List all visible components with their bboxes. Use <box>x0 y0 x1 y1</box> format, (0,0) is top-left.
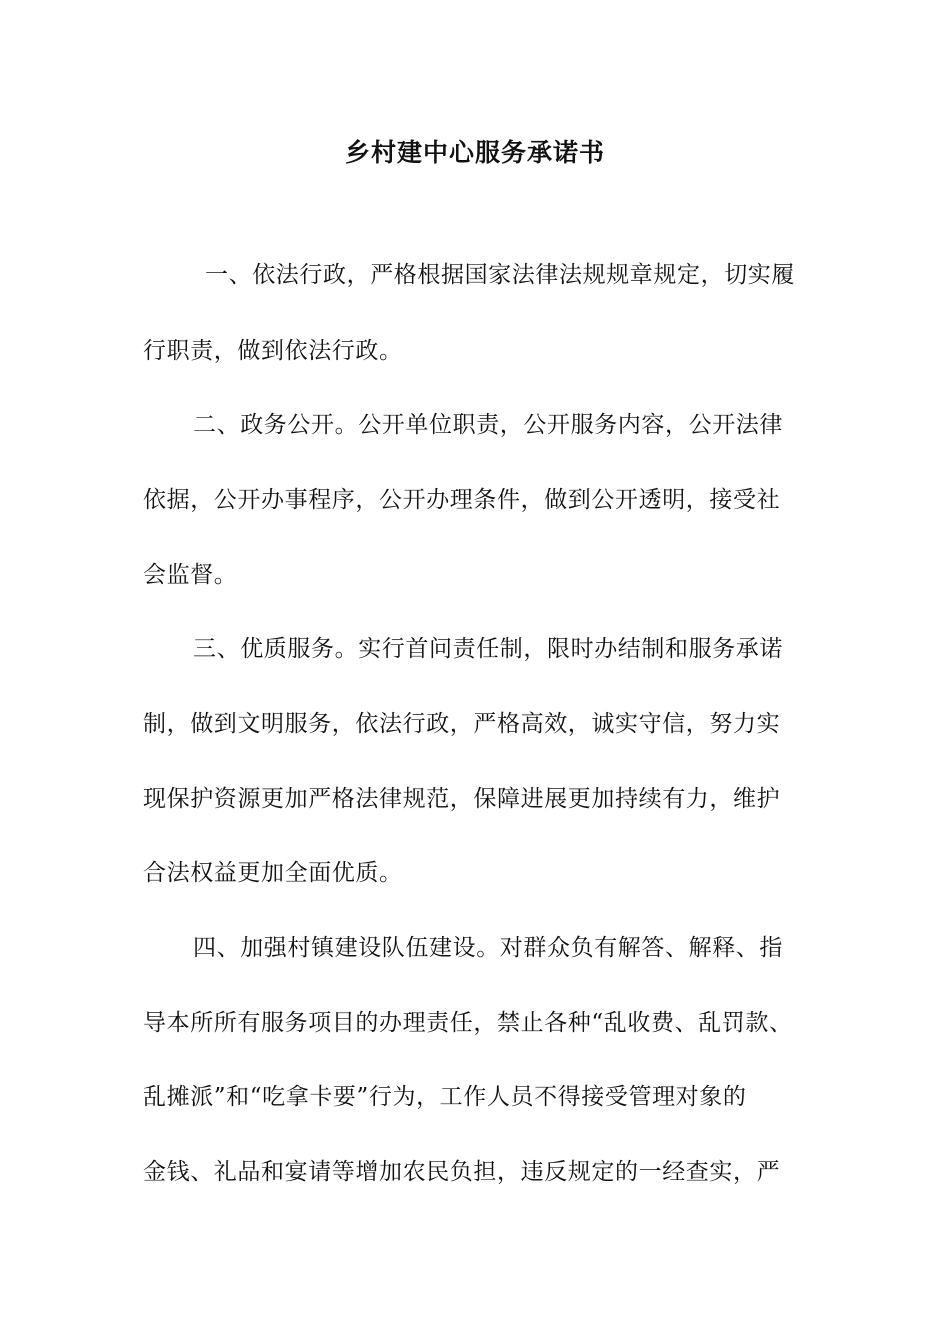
paragraph-3-line-1: 三、优质服务。实行首问责任制，限时办结制和服务承诺 <box>193 636 783 662</box>
paragraph-4-line-2: 导本所所有服务项目的办理责任，禁止各种“乱收费、乱罚款、 <box>143 1010 793 1036</box>
paragraph-2-line-1: 二、政务公开。公开单位职责，公开服务内容，公开法律 <box>193 412 783 438</box>
paragraph-1-line-2: 行职责，做到依法行政。 <box>143 338 403 364</box>
paragraph-3-line-4: 合法权益更加全面优质。 <box>143 860 403 886</box>
paragraph-2-line-3: 会监督。 <box>143 562 238 588</box>
paragraph-4-line-3: 乱摊派”和“吃拿卡要”行为，工作人员不得接受管理对象的 <box>143 1084 747 1110</box>
paragraph-4-line-4: 金钱、礼品和宴请等增加农民负担，违反规定的一经查实，严 <box>143 1159 781 1185</box>
paragraph-2-line-2: 依据，公开办事程序，公开办理条件，做到公开透明，接受社 <box>143 487 781 513</box>
paragraph-1-line-1: 一、依法行政，严格根据国家法律法规规章规定，切实履 <box>205 262 795 288</box>
paragraph-4-line-1: 四、加强村镇建设队伍建设。对群众负有解答、解释、指 <box>193 935 783 961</box>
document-title: 乡村建中心服务承诺书 <box>344 138 605 167</box>
paragraph-3-line-3: 现保护资源更加严格法律规范，保障进展更加持续有力，维护 <box>143 786 781 812</box>
paragraph-3-line-2: 制，做到文明服务，依法行政，严格高效，诚实守信，努力实 <box>143 711 781 737</box>
